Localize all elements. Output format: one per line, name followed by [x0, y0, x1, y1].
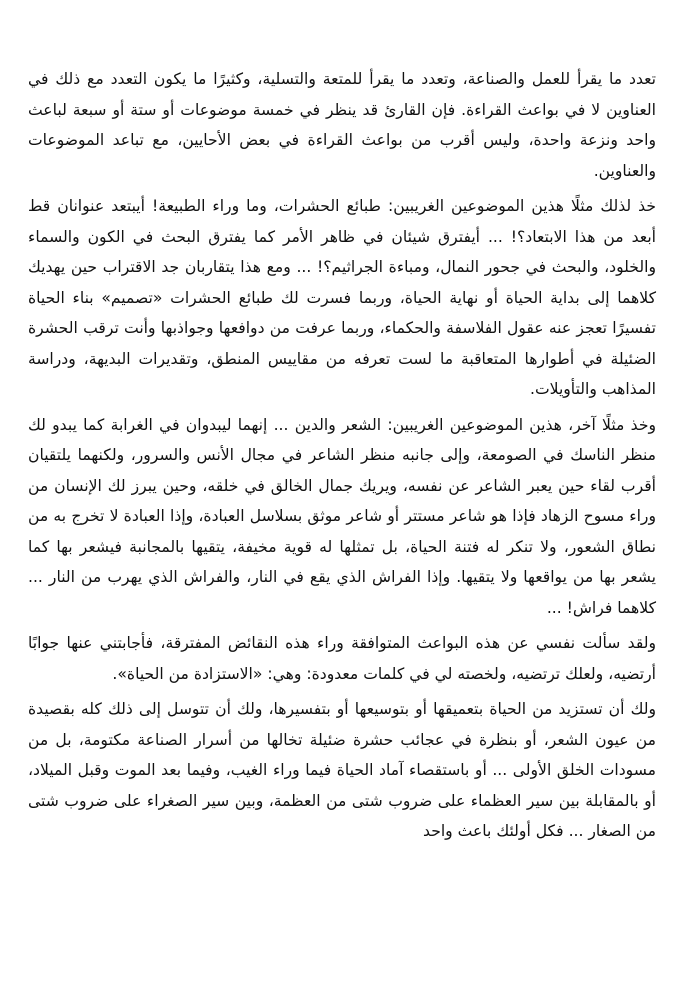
paragraph-3: وخذ مثلًا آخر، هذين الموضوعين الغريبين: الشعر والدين ... إنهما ليبدوان في الغرابة كما يبدو لك منظر الناسك في الصومعة، وإلى جانبه منظر الشاعر في مجال الأنس والسرور، ولكنهما يلتقيان أقرب لقاء حين يعبر الشاعر عن نفسه، ويريك جمال الخالق في خلقه، وحين يبرز لك الإنسان من وراء مسوح الزهاد فإذا هو شاعر مستتر أو شاعر موثق بسلاسل العبادة، وإذا العبادة لا تخرج به من نطاق الشعور، ولا تنكر له فتنة الحياة، بل تمثلها له قوية مخيفة، يتقيها بالمجانبة فيشعر بها كما يشعر بها من يواقعها ولا يتقيها. وإذا الفراش الذي يقع في النار، والفراش الذي يهرب من النار ... كلاهما فراش! ...: [28, 415, 656, 617]
paragraph-2: خذ لذلك مثلًا هذين الموضوعين الغريبين: طبائع الحشرات، وما وراء الطبيعة! أيبتعد عنوانان قط أبعد من هذا الابتعاد؟! ... أيفترق شيئان في ظاهر الأمر كما يفترق البحث في الكون والسماء والخلود، والبحث في جحور النمال، ومباءة الجراثيم؟! ... ومع هذا يتقاربان جد الاقتراب حين يهديك كلاهما إلى بداية الحياة أو نهاية الحياة، وربما فسرت لك طبائع الحشرات «تصميم» بناء الحياة تفسيرًا تعجز عنه عقول الفلاسفة والحكماء، وربما عرفت من دوافعها وجواذبها وأنت ترقب الحشرة الضئيلة في أطوارها المتعاقبة ما لست تعرفه من مقاييس المنطق، وتقديرات البديهة، ودراسة المذاهب والتأويلات.: [28, 197, 656, 398]
paragraph-5: ولك أن تستزيد من الحياة بتعميقها أو بتوسيعها أو بتفسيرها، ولك أن تتوسل إلى ذلك كله بقصيدة من عيون الشعر، أو بنظرة في عجائب حشرة ضئيلة تخالها من أسرار الصناعة مكتومة، بل من مسودات الخلق الأولى ... أو باستقصاء آماد الحياة فيما وراء الغيب، وفيما بعد الموت وقبل الميلاد، أو بالمقابلة بين سير العظماء على ضروب شتى من العظمة، وبين سير الصغراء على ضروب شتى من الصغار ... فكل أولئك باعث واحد: [28, 700, 656, 840]
paragraph-4: ولقد سألت نفسي عن هذه البواعث المتوافقة وراء هذه النقائض المفترقة، فأجابتني عنها جوابًا أرتضيه، ولعلك ترتضيه، ولخصته لي في كلمات معدودة: وهي: «الاستزادة من الحياة».: [28, 634, 656, 683]
paragraph-1: تعدد ما يقرأ للعمل والصناعة، وتعدد ما يقرأ للمتعة والتسلية، وكثيرًا ما يكون التعدد مع ذلك في العناوين لا في بواعث القراءة. فإن القارئ قد ينظر في خمسة موضوعات أو ستة أو سبعة لباعث واحد ونزعة واحدة، وليس أقرب من بواعث القراءة في بعض الأحايين، مع تباعد الموضوعات والعناوين.: [28, 70, 656, 180]
